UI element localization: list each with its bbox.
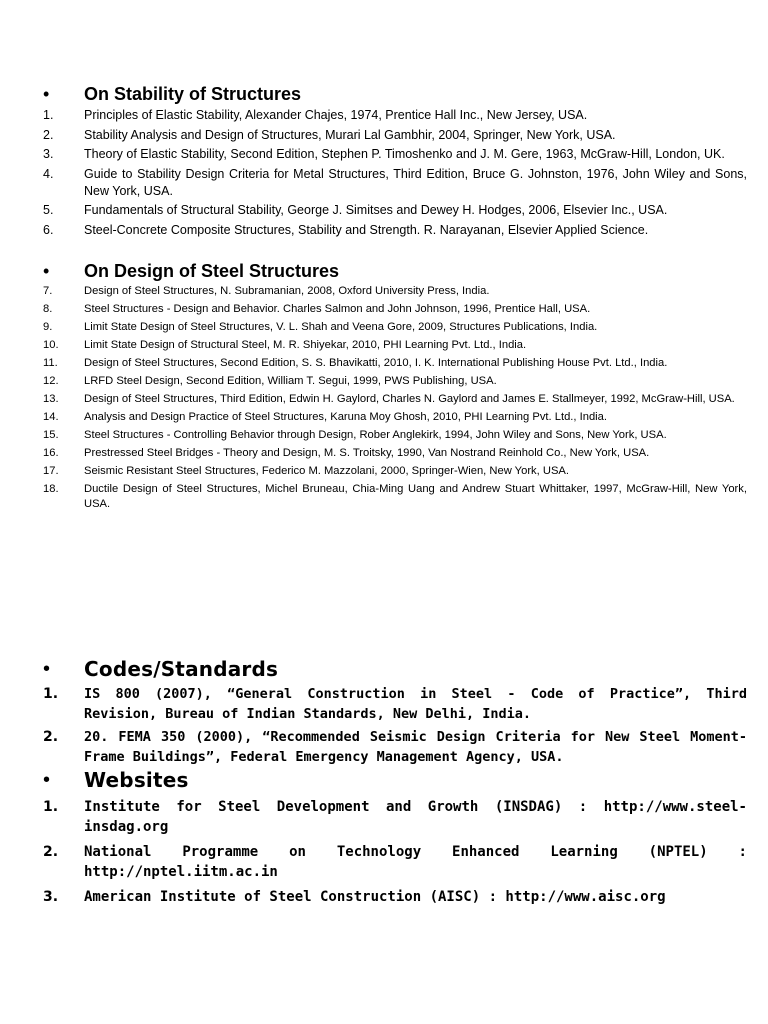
reference-number: 15.	[43, 429, 59, 441]
reference-text: Theory of Elastic Stability, Second Edition, Stephen P. Timoshenko and J. M. Gere, 1963, McGraw-Hill, London, UK.	[84, 147, 725, 161]
bullet-icon: •	[43, 84, 50, 104]
reference-text: Steel-Concrete Composite Structures, Stability and Strength. R. Narayanan, Elsevier Applied Science.	[84, 222, 649, 237]
reference-text: Principles of Elastic Stability, Alexander Chajes, 1974, Prentice Hall Inc., New Jersey, USA.	[84, 108, 588, 122]
reference-text: IS 800 (2007), “General Construction in Steel - Code of Practice”, Third Revision, Bureau of Indian Standards, New Delhi, India.	[84, 686, 747, 722]
reference-number: 9.	[43, 321, 53, 333]
reference-item	[0, 798, 768, 837]
reference-item	[0, 392, 768, 407]
reference-item	[0, 146, 768, 163]
reference-number: 6.	[43, 222, 54, 237]
reference-text: American Institute of Steel Construction (AISC) : http://www.aisc.org	[84, 889, 666, 905]
section-title: Codes/Standards	[84, 657, 279, 681]
reference-item	[0, 728, 768, 767]
reference-number: 5.	[43, 203, 54, 217]
reference-list	[0, 685, 768, 767]
reference-number: 13.	[43, 393, 59, 405]
reference-text: Limit State Design of Steel Structures, V. L. Shah and Veena Gore, 2009, Structures Publications, India.	[84, 321, 598, 333]
section-heading	[0, 657, 768, 681]
reference-number: 14.	[43, 411, 59, 423]
reference-number: 2.	[43, 127, 54, 142]
reference-item	[0, 888, 768, 908]
reference-text: National Programme on Technology Enhanced Learning (NPTEL) : http://nptel.iitm.ac.in	[84, 844, 747, 880]
reference-item	[0, 410, 768, 425]
reference-text: Analysis and Design Practice of Steel Structures, Karuna Moy Ghosh, 2010, PHI Learning Pvt. Ltd., India.	[84, 411, 607, 423]
reference-item	[0, 843, 768, 882]
reference-item	[0, 428, 768, 443]
reference-text: Prestressed Steel Bridges - Theory and Design, M. S. Troitsky, 1990, Van Nostrand Reinhold Co., New York, USA.	[84, 447, 650, 459]
reference-text: Institute for Steel Development and Growth (INSDAG) : http://www.steel-insdag.org	[84, 799, 747, 835]
reference-number: 3.	[43, 889, 59, 905]
reference-list	[0, 798, 768, 908]
reference-list	[0, 107, 768, 239]
reference-item	[0, 374, 768, 389]
reference-item	[0, 202, 768, 219]
section-stability	[0, 82, 768, 241]
reference-number: 18.	[43, 483, 59, 495]
reference-item	[0, 446, 768, 461]
bullet-icon: •	[43, 769, 51, 791]
section-design	[0, 259, 768, 515]
section-title: On Stability of Structures	[84, 84, 302, 104]
reference-number: 1.	[43, 108, 54, 122]
reference-text: Guide to Stability Design Criteria for Metal Structures, Third Edition, Bruce G. Johnston, 1976, John Wiley and Sons, New York, USA.	[84, 166, 747, 198]
reference-number: 1.	[43, 686, 59, 702]
section-heading	[0, 259, 768, 283]
reference-number: 2.	[43, 844, 59, 860]
reference-number: 2.	[43, 729, 59, 745]
reference-item	[0, 127, 768, 144]
reference-number: 10.	[43, 339, 59, 351]
reference-text: Limit State Design of Structural Steel, M. R. Shiyekar, 2010, PHI Learning Pvt. Ltd., India.	[84, 339, 527, 351]
reference-item	[0, 320, 768, 335]
bullet-icon: •	[43, 658, 51, 680]
reference-item	[0, 107, 768, 124]
section-heading	[0, 768, 768, 792]
bullet-icon: •	[43, 261, 50, 281]
section-heading	[0, 82, 768, 106]
reference-text: Design of Steel Structures, N. Subramanian, 2008, Oxford University Press, India.	[84, 285, 490, 297]
reference-number: 12.	[43, 375, 59, 387]
section-websites	[0, 768, 768, 914]
reference-item	[0, 482, 768, 512]
reference-text: Ductile Design of Steel Structures, Michel Bruneau, Chia-Ming Uang and Andrew Stuart Whittaker, 1997, McGraw-Hill, New York, USA.	[84, 483, 747, 510]
reference-list	[0, 284, 768, 512]
reference-number: 4.	[43, 166, 54, 181]
reference-number: 1.	[43, 799, 59, 815]
reference-text: 20. FEMA 350 (2000), “Recommended Seismic Design Criteria for New Steel Moment-Frame Buildings”, Federal Emergency Management Agency, USA.	[84, 729, 747, 765]
reference-text: Fundamentals of Structural Stability, George J. Simitses and Dewey H. Hodges, 2006, Elsevier Inc., USA.	[84, 203, 668, 217]
reference-item	[0, 685, 768, 724]
reference-item	[0, 338, 768, 353]
reference-number: 11.	[43, 357, 58, 369]
reference-text: Design of Steel Structures, Third Edition, Edwin H. Gaylord, Charles N. Gaylord and James E. Stallmeyer, 1992, McGraw-Hill, USA.	[84, 393, 735, 405]
reference-item	[0, 464, 768, 479]
reference-text: LRFD Steel Design, Second Edition, William T. Segui, 1999, PWS Publishing, USA.	[84, 375, 497, 387]
reference-text: Steel Structures - Design and Behavior. Charles Salmon and John Johnson, 1996, Prentice Hall, USA.	[84, 303, 591, 315]
section-title: On Design of Steel Structures	[84, 261, 340, 281]
section-title: Websites	[84, 768, 189, 792]
reference-item	[0, 166, 768, 200]
reference-text: Stability Analysis and Design of Structures, Murari Lal Gambhir, 2004, Springer, New York, USA.	[84, 127, 616, 142]
reference-item	[0, 302, 768, 317]
reference-item	[0, 222, 768, 239]
reference-number: 17.	[43, 465, 59, 477]
reference-text: Steel Structures - Controlling Behavior through Design, Rober Anglekirk, 1994, John Wiley and Sons, New York, USA.	[84, 429, 667, 441]
reference-text: Seismic Resistant Steel Structures, Federico M. Mazzolani, 2000, Springer-Wien, New York, USA.	[84, 465, 569, 477]
reference-item	[0, 356, 768, 371]
reference-item	[0, 284, 768, 299]
reference-number: 7.	[43, 285, 53, 297]
reference-text: Design of Steel Structures, Second Edition, S. S. Bhavikatti, 2010, I. K. International Publishing House Pvt. Ltd., India.	[84, 357, 668, 369]
reference-number: 3.	[43, 147, 54, 161]
section-codes	[0, 657, 768, 771]
reference-number: 16.	[43, 447, 59, 459]
reference-number: 8.	[43, 303, 53, 315]
